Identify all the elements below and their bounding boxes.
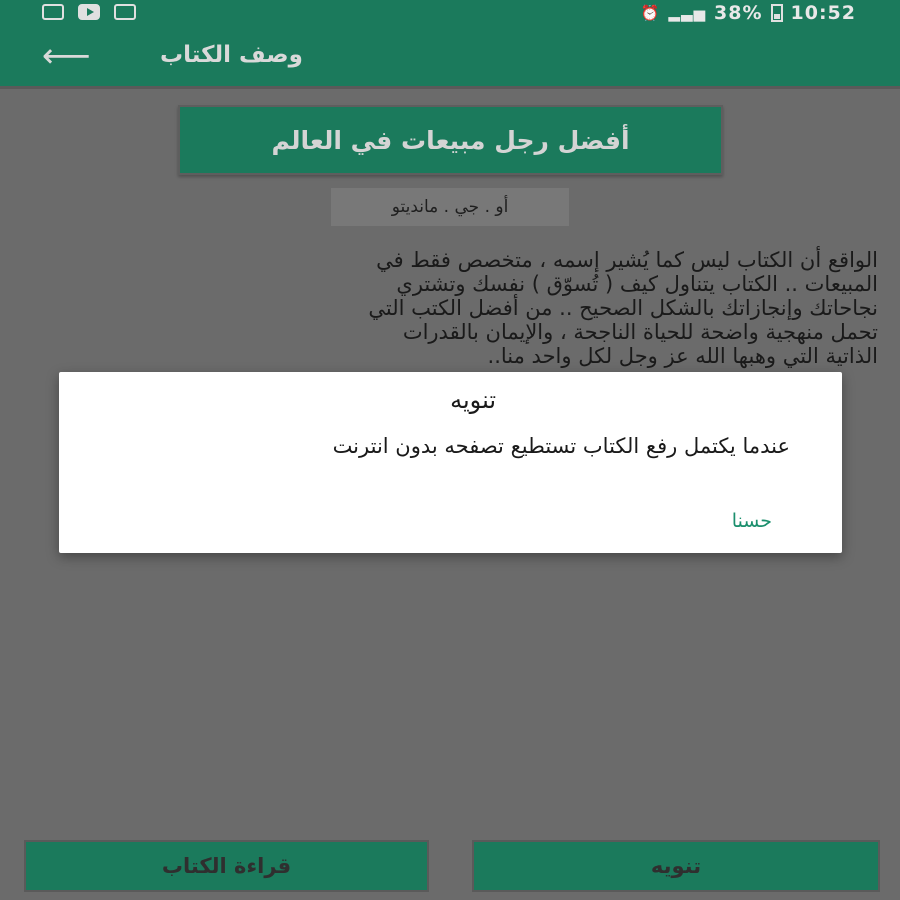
page-title: وصف الكتاب [160, 42, 303, 68]
system-indicators [641, 2, 856, 24]
book-description: الواقع أن الكتاب ليس كما يُشير إسمه ، متخصص فقط في المبيعات .. الكتاب يتناول كيف ( تُسوّق ) نفسك وتشتري نجاحاتك وإنجازاتك بالشكل الصحيح .. من أفضل الكتب التي تحمل منهجية واضحة للحياة الناجحة ، والإيمان بالقدرات الذاتية التي وهبها الله عز وجل لكل واحد منا.. [368, 248, 878, 368]
battery-percent: 38% [714, 2, 763, 24]
dialog-title: تنويه [450, 386, 496, 414]
app-notification-icon [114, 4, 136, 20]
book-title: أفضل رجل مبيعات في العالم [178, 105, 723, 175]
dialog-ok-button[interactable]: حسنا [731, 510, 772, 532]
notification-icons [42, 4, 136, 20]
notice-button[interactable]: تنويه [472, 840, 880, 892]
status-bar [0, 0, 900, 28]
read-book-button[interactable]: قراءة الكتاب [24, 840, 429, 892]
clock: 10:52 [790, 2, 856, 24]
app-bar [0, 28, 900, 89]
youtube-notification-icon [78, 4, 100, 20]
signal-icon: ▂▃▅ [668, 4, 707, 22]
alarm-icon: ⏰ [640, 4, 661, 22]
notice-dialog [59, 372, 842, 553]
battery-icon [771, 4, 783, 22]
gallery-notification-icon [42, 4, 64, 20]
back-arrow-icon[interactable]: ⟵ [42, 36, 91, 76]
dialog-message: عندما يكتمل رفع الكتاب تستطيع تصفحه بدون انترنت [332, 434, 790, 458]
book-author: أو . جي . مانديتو [331, 188, 569, 226]
